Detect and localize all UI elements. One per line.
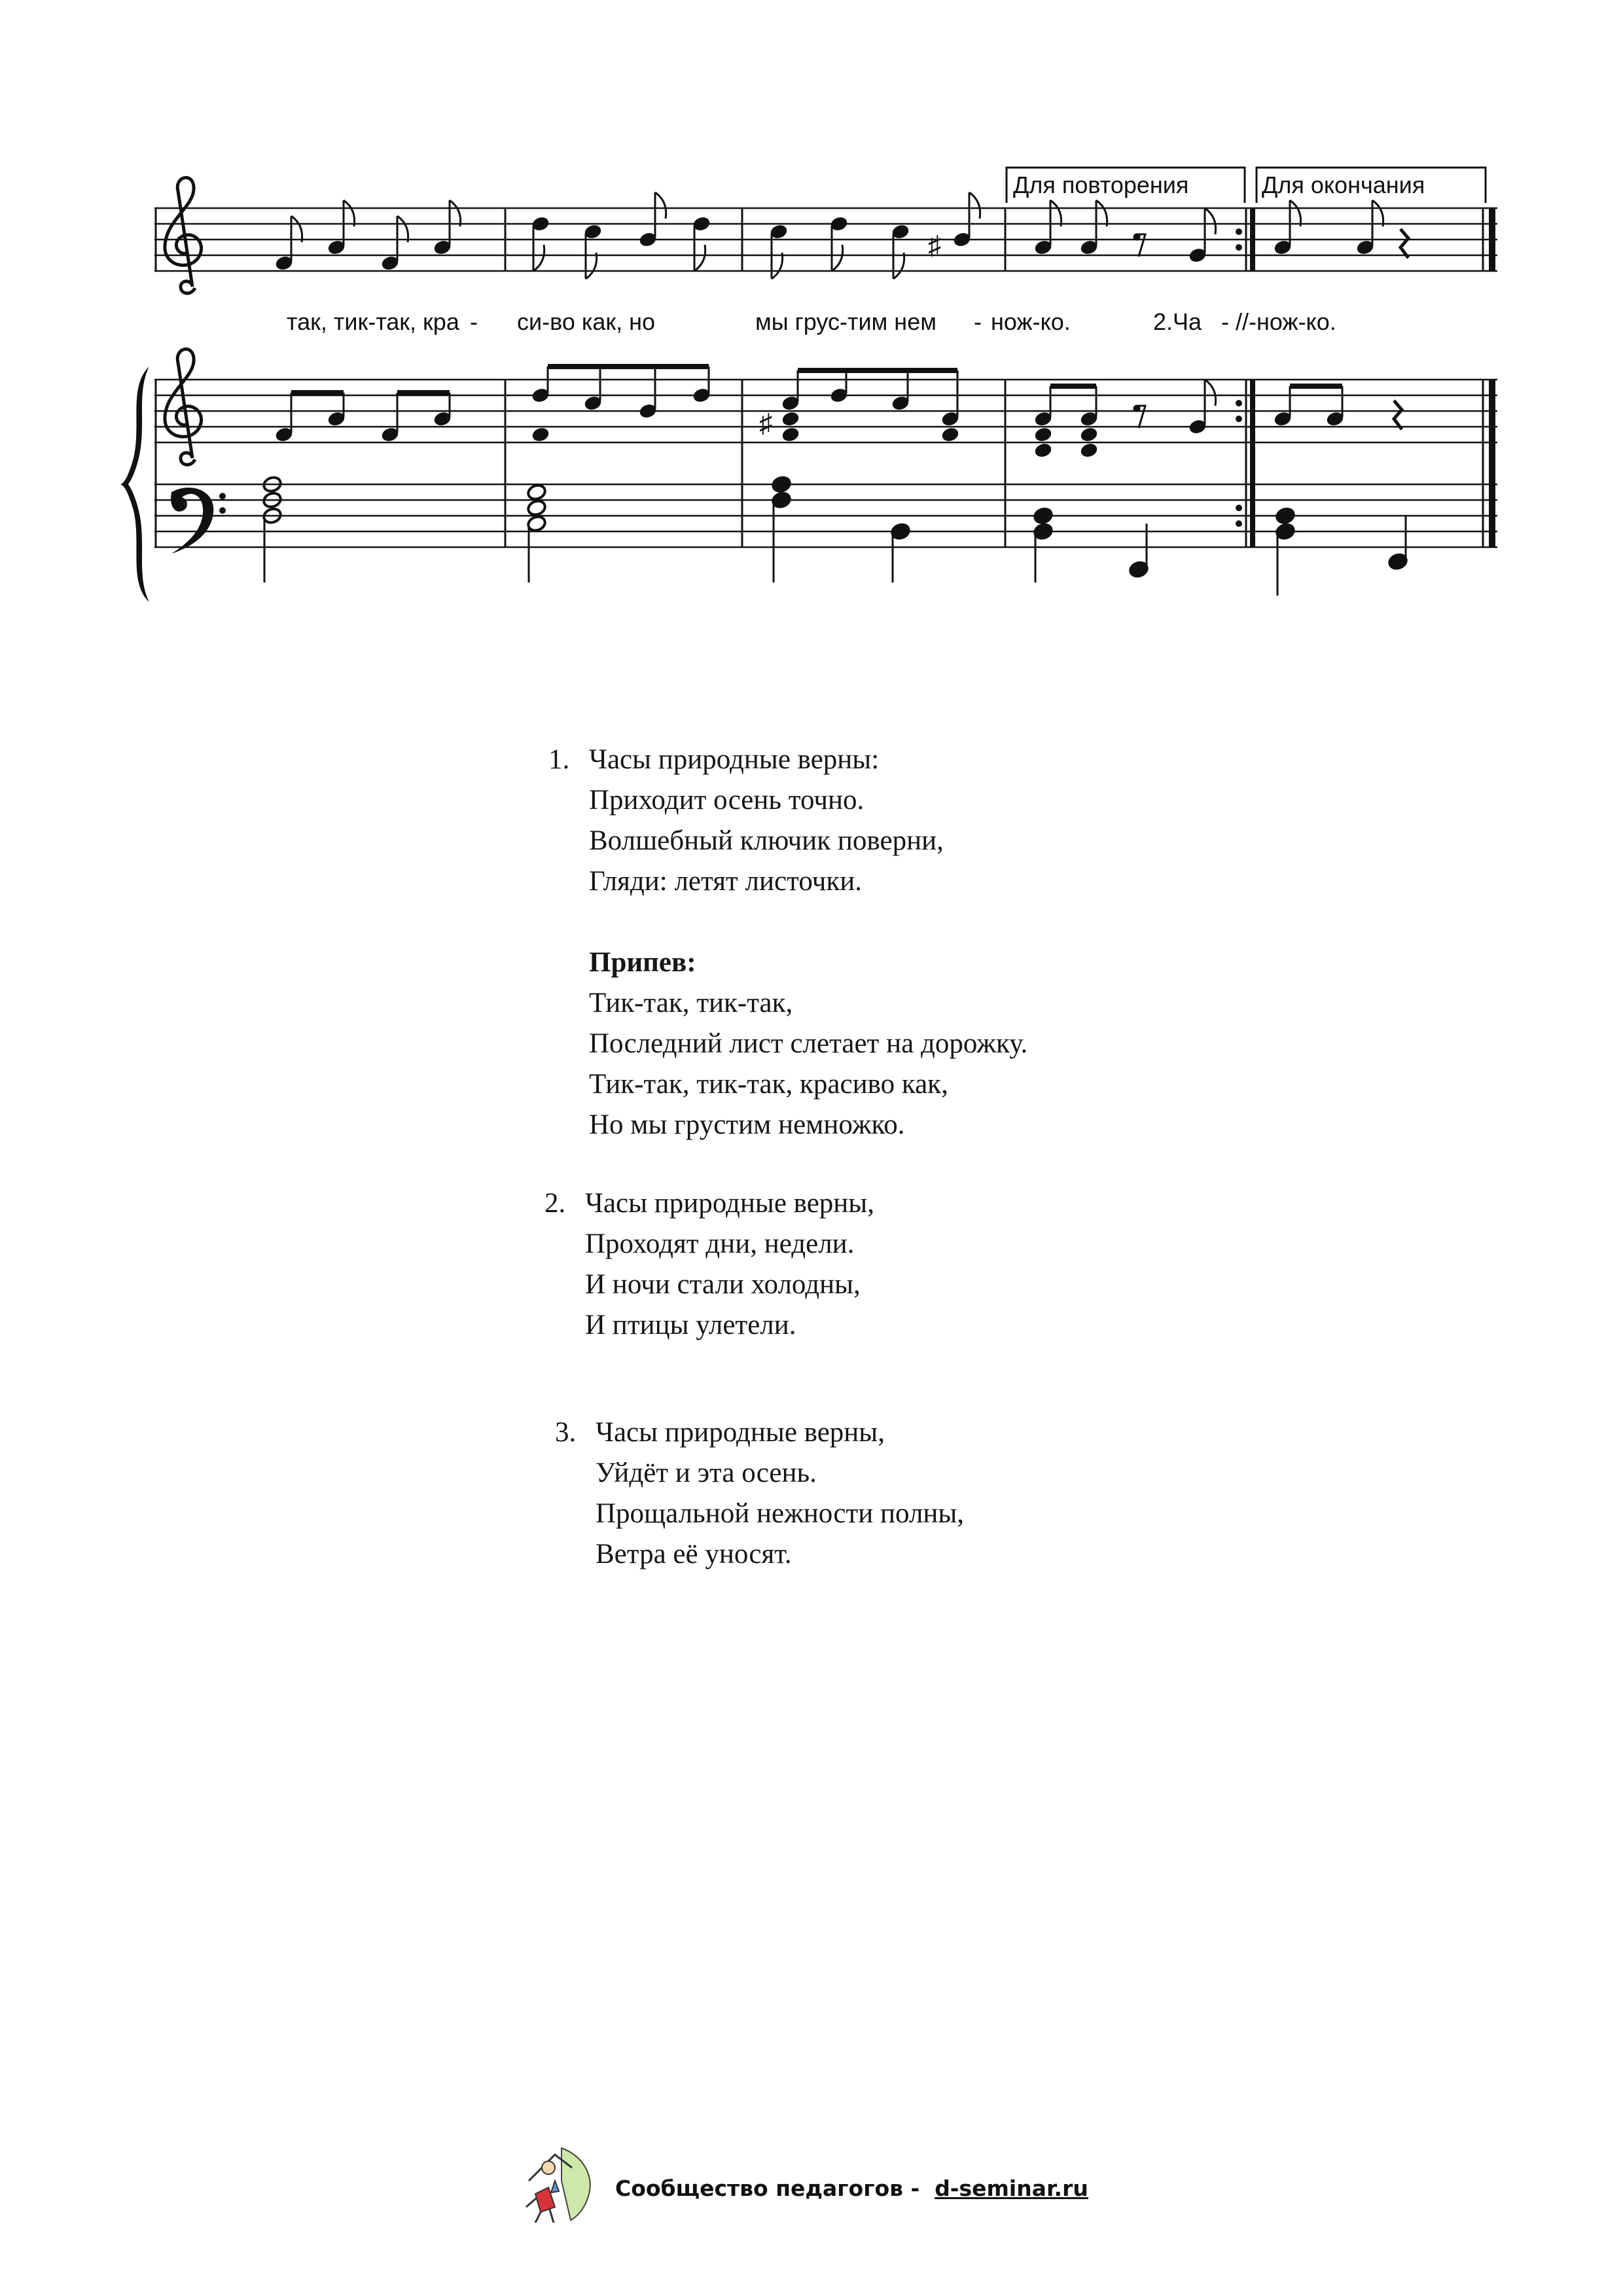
- verse-number: 2.: [544, 1188, 566, 1219]
- svg-text:♯: ♯: [759, 409, 772, 438]
- repeat-dots-piano: [1236, 400, 1242, 527]
- refrain: [548, 942, 1334, 1145]
- vocal-notes: [275, 192, 1408, 279]
- piano-bass-staff: [154, 484, 1497, 547]
- verse-line: Приходит осень точно.: [589, 785, 865, 816]
- lyric-syllable: мы грус-тим нем: [755, 308, 936, 335]
- footer-site-link[interactable]: d-seminar.ru: [935, 2176, 1088, 2201]
- refrain-line: Тик-так, тик-так,: [589, 988, 793, 1018]
- verse-line: И ночи стали холодны,: [585, 1269, 861, 1300]
- community-logo-icon: [516, 2142, 607, 2227]
- lyric-syllable: -: [1221, 308, 1229, 335]
- verse-number: 3.: [555, 1417, 577, 1448]
- lyric-syllable: -: [974, 308, 982, 335]
- verse-line: Гляди: летят листочки.: [589, 866, 862, 897]
- sheet-music-score: [0, 0, 1623, 628]
- footer-text: [615, 2176, 1088, 2201]
- lyric-syllable: -: [470, 308, 478, 335]
- volta-1-label: Для повторения: [1013, 171, 1189, 198]
- verse-line: Часы природные верны,: [596, 1417, 885, 1448]
- lyric-syllable: //-нож-ко.: [1236, 308, 1336, 335]
- verse-line: Уйдёт и эта осень.: [596, 1458, 817, 1488]
- verse-number: 1.: [548, 744, 570, 775]
- footer-community-label: Сообщество педагогов -: [615, 2176, 920, 2201]
- refrain-line: Но мы грустим немножко.: [589, 1109, 905, 1140]
- piano-left-hand-notes: [262, 475, 1408, 596]
- verse-line: Часы природные верны,: [585, 1188, 874, 1219]
- song-lyrics: [544, 740, 1334, 1575]
- lyric-syllable: так, тик-так, кра: [287, 308, 459, 335]
- verse-line: Ветра её уносят.: [596, 1539, 792, 1570]
- vocal-staff: [154, 208, 1497, 271]
- refrain-line: Тик-так, тик-так, красиво как,: [589, 1069, 948, 1100]
- score-lyrics: [287, 308, 1336, 335]
- refrain-title: Припев:: [589, 947, 696, 978]
- piano-treble-staff: [154, 380, 1497, 442]
- verse-1: [548, 740, 1334, 902]
- verse-line: Проходят дни, недели.: [585, 1229, 855, 1259]
- verse-line: Часы природные верны:: [589, 744, 880, 775]
- treble-clef-icon: [165, 349, 202, 465]
- piano-brace-icon: [120, 367, 149, 602]
- refrain-line: Последний лист слетает на дорожку.: [589, 1028, 1028, 1059]
- footer: [516, 2142, 1170, 2227]
- treble-clef-icon: [165, 177, 202, 293]
- verse-2: [544, 1183, 1330, 1346]
- svg-text:♯: ♯: [928, 231, 941, 260]
- volta-2-label: Для окончания: [1262, 171, 1425, 198]
- piano-barlines: [156, 380, 1492, 547]
- lyric-syllable: 2.Ча: [1153, 308, 1202, 335]
- lyric-syllable: нож-ко.: [991, 308, 1071, 335]
- bass-clef-icon: [171, 488, 226, 554]
- verse-line: Волшебный ключик поверни,: [589, 825, 944, 856]
- lyric-syllable: си-во как, но: [517, 308, 656, 335]
- verse-line: И птицы улетели.: [585, 1310, 796, 1340]
- verse-3: [555, 1412, 1340, 1575]
- verse-line: Прощальной нежности полны,: [596, 1498, 965, 1529]
